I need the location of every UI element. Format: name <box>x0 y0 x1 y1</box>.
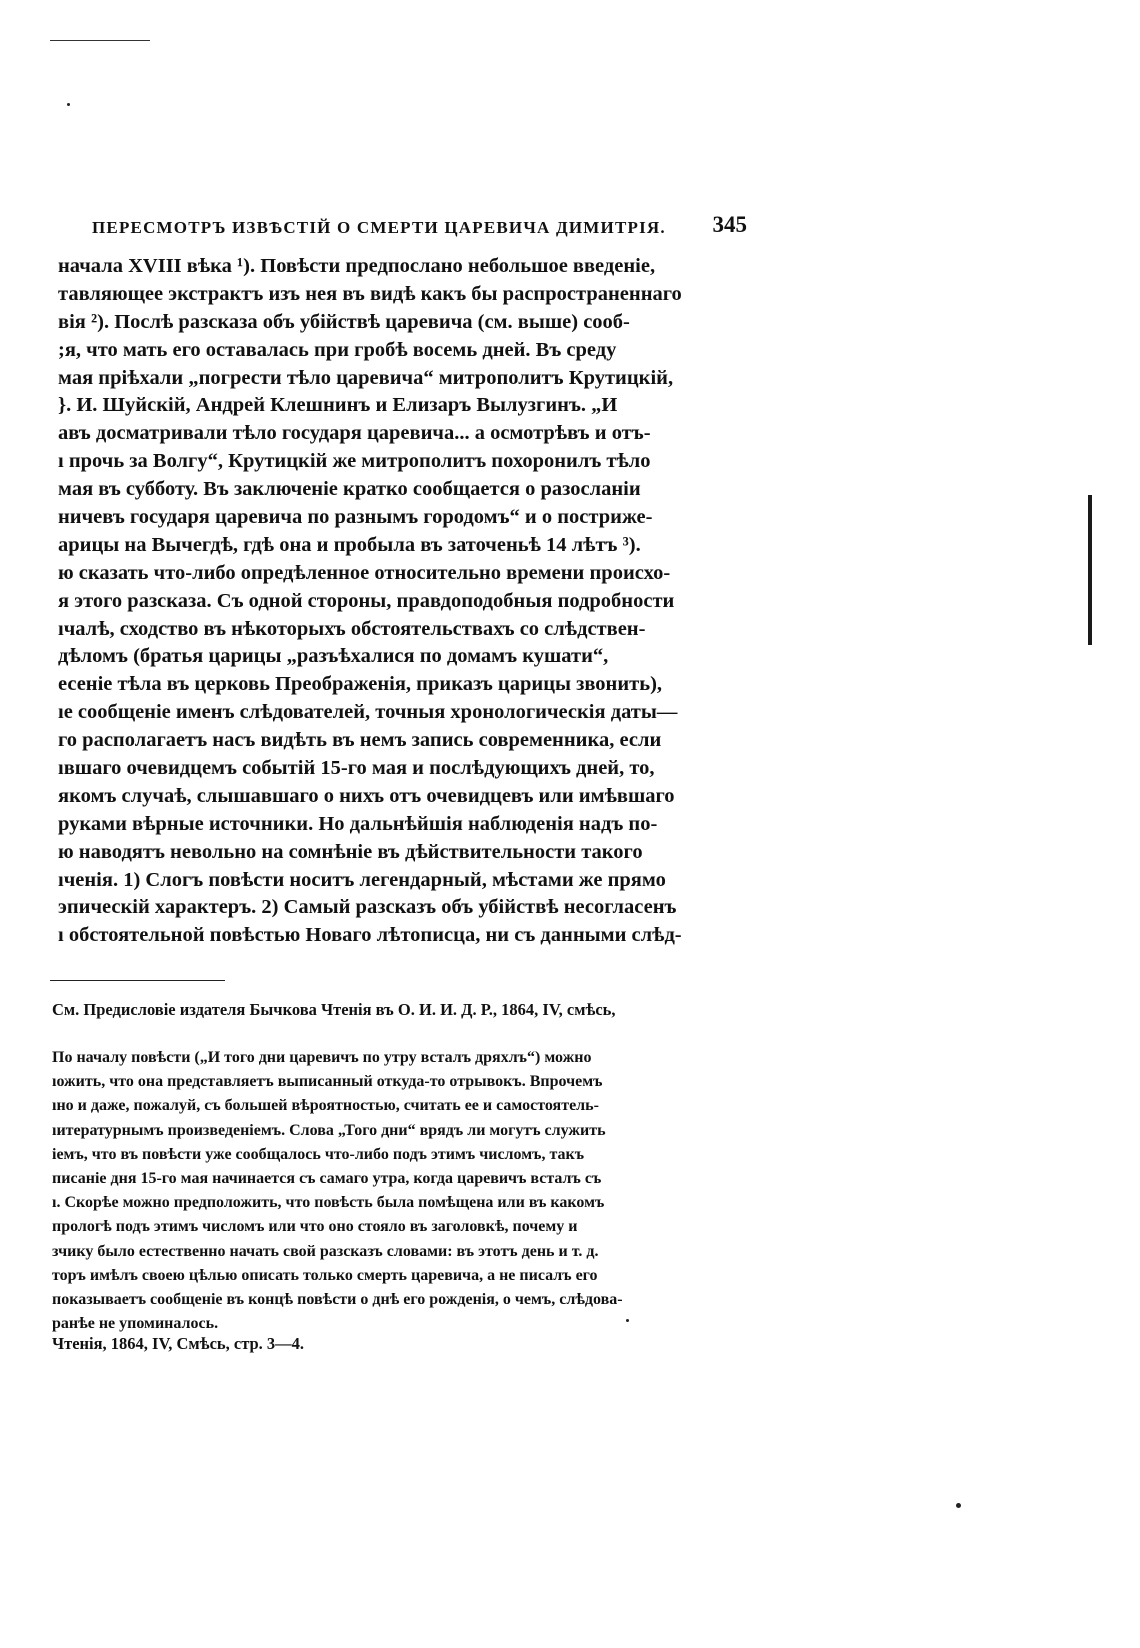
body-line: мая пріѣхали „погрести тѣло царевича“ митрополитъ Крутицкій, <box>58 366 674 389</box>
speck-top <box>67 103 70 106</box>
body-line: ıчалѣ, сходство въ нѣкоторыхъ обстоятельствахъ со слѣдствен- <box>58 617 646 640</box>
body-line: ıвшаго очевидцемъ событій 15-го мая и послѣдующихъ дней, то, <box>58 757 655 780</box>
body-line: ю наводятъ невольно на сомнѣніе въ дѣйствительности такого <box>58 840 643 863</box>
body-line: ıе сообщеніе именъ слѣдователей, точныя хронологическія даты— <box>58 701 678 724</box>
body-line: начала XVIII вѣка ¹). Повѣсти предпослано небольшое введеніе, <box>58 255 656 277</box>
footnote-line: ıожить, что она представляетъ выписанный откуда-то отрывокъ. Впрочемъ <box>52 1073 603 1091</box>
footnote-line: ı. Скорѣе можно предположить, что повѣсть была помѣщена или въ какомъ <box>52 1194 605 1212</box>
running-head <box>92 212 747 242</box>
body-line: го располагаетъ насъ видѣть въ немъ запись современника, если <box>58 729 662 752</box>
footnote-line: ранѣе не упоминалось. <box>52 1315 219 1333</box>
footnote-line: показываетъ сообщеніе въ концѣ повѣсти о днѣ его рожденія, о чемъ, слѣдова- <box>52 1290 623 1308</box>
body-line: якомъ случаѣ, слышавшаго о нихъ отъ очевидцевъ или имѣвшаго <box>58 784 675 807</box>
body-text <box>58 253 748 950</box>
body-line: есеніе тѣла въ церковь Преображенія, приказъ царицы звонить), <box>58 673 663 696</box>
body-line: ı прочь за Волгу“, Крутицкій же митрополитъ похоронилъ тѣло <box>58 450 651 473</box>
body-line: ничевъ государя царевича по разнымъ городомъ“ и о постриже- <box>58 506 653 529</box>
running-head-title: ПЕРЕСМОТРЪ ИЗВѢСТІЙ О СМЕРТИ ЦАРЕВИЧА ДИМИТРІЯ. <box>92 218 666 237</box>
body-line: я этого разсказа. Съ одной стороны, правдоподобныя подробности <box>58 589 675 612</box>
body-line: дѣломъ (братья царицы „разъѣхалися по домамъ кушати“, <box>58 645 609 668</box>
body-line: тавляющее экстрактъ изъ нея въ видѣ какъ бы распространеннаго <box>58 282 682 305</box>
footnote-line: писаніе дня 15-го мая начинается съ самаго утра, когда царевичъ всталъ съ <box>52 1169 602 1187</box>
footnote-1: См. Предисловіе издателя Бычкова Чтенія въ О. И. И. Д. Р., 1864, IV, смѣсь, <box>52 1000 616 1019</box>
footnote-line: По началу повѣсти („И того дни царевичъ по утру всталъ дряхлъ“) можно <box>52 1049 592 1066</box>
footnote-line: ıитературнымъ произведеніемъ. Слова „Того дни“ врядъ ли могутъ служить <box>52 1121 606 1139</box>
margin-mark <box>1088 495 1092 645</box>
top-rule <box>50 40 150 41</box>
footnote-2 <box>52 1046 752 1336</box>
body-line: арицы на Вычегдѣ, гдѣ она и пробыла въ заточеньѣ 14 лѣтъ ³). <box>58 533 641 556</box>
footnote-line: іемъ, что въ повѣсти уже сообщалось что-либо подъ этимъ числомъ, такъ <box>52 1145 585 1163</box>
footnote-line: ıно и даже, пожалуй, съ большей вѣроятностью, считать ее и самостоятель- <box>52 1097 599 1115</box>
footnote-line: зчику было естественно начать свой разсказъ словами: въ этотъ день и т. д. <box>52 1242 599 1260</box>
body-line: руками вѣрные источники. Но дальнѣйшія наблюденія надъ по- <box>58 812 658 835</box>
body-line: эпическій характеръ. 2) Самый разсказъ объ убійствѣ несогласенъ <box>58 896 677 919</box>
speck-bottom <box>956 1503 961 1508</box>
body-line: ;я, что мать его оставалась при гробѣ восемь дней. Въ среду <box>58 338 617 361</box>
body-line: ıченія. 1) Слогъ повѣсти носитъ легендарный, мѣстами же прямо <box>58 868 666 891</box>
body-line: мая въ субботу. Въ заключеніе кратко сообщается о разосланіи <box>58 478 641 501</box>
body-line: вія ²). Послѣ разсказа объ убійствѣ царевича (см. выше) сооб- <box>58 310 630 333</box>
page-number: 345 <box>712 212 747 237</box>
body-line: }. И. Шуйскій, Андрей Клешнинъ и Елизаръ Вылузгинъ. „И <box>58 394 618 417</box>
footnote-line: торъ имѣлъ своею цѣлью описать только смерть царевича, а не писалъ его <box>52 1266 598 1284</box>
footnote-3: Чтенія, 1864, IV, Смѣсь, стр. 3—4. <box>52 1334 305 1353</box>
footnote-line: прологѣ подъ этимъ числомъ или что оно стояло въ заголовкѣ, почему и <box>52 1218 578 1236</box>
body-line: ю сказать что-либо опредѣленное относительно времени происхо- <box>58 561 671 584</box>
footnote-rule <box>50 980 225 981</box>
body-line: ı обстоятельной повѣстью Новаго лѣтописца, ни съ данными слѣд- <box>58 924 682 947</box>
body-line: авъ досматривали тѣло государя царевича... а осмотрѣвъ и отъ- <box>58 422 651 445</box>
